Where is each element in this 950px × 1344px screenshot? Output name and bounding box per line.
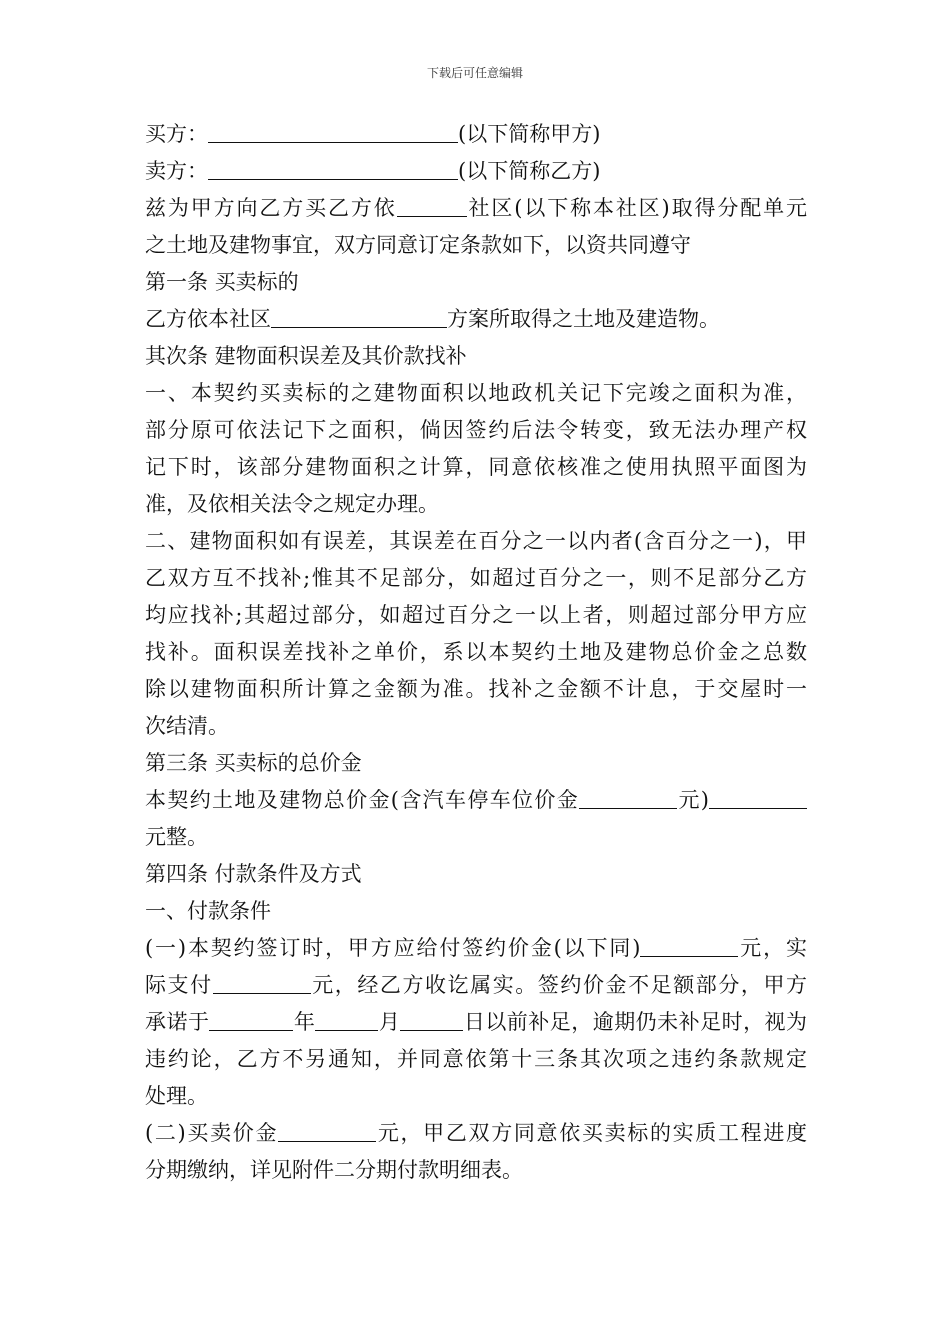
- contract-text: 际支付: [145, 973, 213, 997]
- contract-text: 其次条 建物面积误差及其价款找补: [145, 344, 467, 368]
- contract-text: 元): [677, 788, 709, 812]
- contract-text: 均应找补;其超过部分，如超过百分之一以上者，则超过部分甲方应: [145, 603, 807, 627]
- contract-line: [145, 449, 807, 486]
- contract-text: 本契约土地及建物总价金(含汽车停车位价金: [145, 788, 580, 812]
- contract-text: 社区(以下称本社区)取得分配单元: [466, 196, 807, 220]
- contract-line: [145, 708, 807, 745]
- contract-line: [145, 301, 807, 338]
- contract-text: 处理。: [145, 1084, 208, 1108]
- contract-line: [145, 893, 807, 930]
- fill-in-blank: [709, 786, 807, 809]
- fill-in-blank: [209, 1008, 293, 1031]
- fill-in-blank: [213, 971, 311, 994]
- contract-text: (二)买卖价金: [145, 1121, 279, 1145]
- contract-text: 记下时，该部分建物面积之计算，同意依核准之使用执照平面图为: [145, 455, 807, 479]
- contract-text: (以下简称甲方): [458, 122, 601, 146]
- fill-in-blank: [315, 1008, 378, 1031]
- contract-text: 元，甲乙双方同意依买卖标的实质工程进度: [376, 1121, 807, 1145]
- contract-line: [145, 227, 807, 264]
- contract-line: [145, 560, 807, 597]
- contract-line: [145, 634, 807, 671]
- contract-text: 违约论，乙方不另通知，并同意依第十三条其次项之违约条款规定: [145, 1047, 807, 1071]
- contract-line: [145, 671, 807, 708]
- contract-line: [145, 190, 807, 227]
- contract-line: [145, 597, 807, 634]
- page-header-note: 下载后可任意编辑: [426, 66, 523, 80]
- contract-line: [145, 745, 807, 782]
- fill-in-blank: [278, 1119, 376, 1142]
- contract-line: [145, 782, 807, 819]
- contract-line: [145, 412, 807, 449]
- contract-text: 一、本契约买卖标的之建物面积以地政机关记下完竣之面积为准，: [145, 381, 807, 405]
- contract-text: 第四条 付款条件及方式: [145, 862, 362, 886]
- fill-in-blank: [579, 786, 677, 809]
- contract-text: 找补。面积误差找补之单价，系以本契约土地及建物总价金之总数: [145, 640, 807, 664]
- contract-line: [145, 116, 807, 153]
- contract-text: 兹为甲方向乙方买乙方依: [145, 196, 397, 220]
- contract-text: 乙双方互不找补;惟其不足部分，如超过百分之一，则不足部分乙方: [145, 566, 807, 590]
- contract-line: [145, 375, 807, 412]
- contract-line: [145, 264, 807, 301]
- contract-line: [145, 523, 807, 560]
- fill-in-blank: [397, 194, 467, 217]
- contract-line: [145, 1152, 807, 1189]
- contract-text: 部分原可依法记下之面积，倘因签约后法令转变，致无法办理产权: [145, 418, 807, 442]
- fill-in-blank: [208, 157, 458, 180]
- contract-text: 二、建物面积如有误差，其误差在百分之一以内者(含百分之一)，甲: [145, 529, 807, 553]
- contract-text: 一、付款条件: [145, 899, 271, 923]
- contract-line: [145, 856, 807, 893]
- contract-text: 之土地及建物事宜，双方同意订定条款如下，以资共同遵守: [145, 233, 691, 257]
- contract-body: [145, 116, 807, 1189]
- contract-text: 准，及依相关法令之规定办理。: [145, 492, 439, 516]
- contract-text: 月: [378, 1010, 401, 1034]
- contract-text: 分期缴纳，详见附件二分期付款明细表。: [145, 1158, 523, 1182]
- fill-in-blank: [208, 120, 458, 143]
- contract-text: 年: [293, 1010, 316, 1034]
- contract-line: [145, 930, 807, 967]
- contract-text: 买方：: [145, 122, 208, 146]
- contract-text: 方案所取得之土地及建造物。: [447, 307, 720, 331]
- contract-line: [145, 1041, 807, 1078]
- contract-text: 元整。: [145, 825, 208, 849]
- contract-text: 卖方：: [145, 159, 208, 183]
- contract-line: [145, 1115, 807, 1152]
- contract-line: [145, 1004, 807, 1041]
- contract-line: [145, 967, 807, 1004]
- contract-text: 第一条 买卖标的: [145, 270, 299, 294]
- fill-in-blank: [640, 934, 738, 957]
- contract-line: [145, 819, 807, 856]
- fill-in-blank: [271, 305, 447, 328]
- contract-line: [145, 1078, 807, 1115]
- contract-text: 元，经乙方收讫属实。签约价金不足额部分，甲方: [310, 973, 807, 997]
- contract-text: 次结清。: [145, 714, 229, 738]
- fill-in-blank: [400, 1008, 463, 1031]
- contract-line: [145, 486, 807, 523]
- contract-text: (以下简称乙方): [458, 159, 601, 183]
- contract-text: 元，实: [738, 936, 807, 960]
- contract-text: (一)本契约签订时，甲方应给付签约价金(以下同): [145, 936, 641, 960]
- contract-text: 第三条 买卖标的总价金: [145, 751, 362, 775]
- contract-text: 除以建物面积所计算之金额为准。找补之金额不计息，于交屋时一: [145, 677, 807, 701]
- contract-text: 日以前补足，逾期仍未补足时，视为: [463, 1010, 807, 1034]
- contract-line: [145, 153, 807, 190]
- contract-line: [145, 338, 807, 375]
- contract-text: 承诺于: [145, 1010, 210, 1034]
- contract-text: 乙方依本社区: [145, 307, 271, 331]
